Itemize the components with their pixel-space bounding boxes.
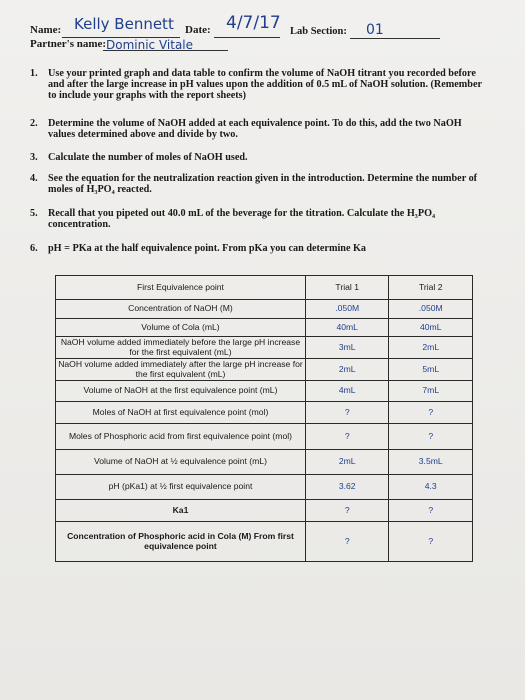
row-label: NaOH volume added immediately after the large pH increase for the first equivalent (mL): [56, 359, 306, 381]
table-row: [56, 522, 473, 562]
row-label: Volume of Cola (mL): [56, 319, 306, 337]
trial-2-value: 2mL: [389, 337, 473, 359]
trial-1-value: ?: [305, 522, 389, 562]
name-value: Kelly Bennett: [74, 15, 174, 33]
trial-1-value: 2mL: [305, 359, 389, 381]
instruction-3: [30, 152, 490, 163]
table-row: [56, 319, 473, 337]
instruction-4: [30, 173, 490, 195]
instruction-number: 6.: [30, 243, 38, 254]
trial-2-value: .050M: [389, 300, 473, 319]
instruction-6: [30, 243, 490, 254]
trial-2-value: ?: [389, 500, 473, 522]
lab-section-label: Lab Section:: [290, 26, 347, 37]
row-label: Volume of NaOH at ½ equivalence point (mL): [56, 450, 306, 475]
trial-1-value: ?: [305, 424, 389, 450]
instruction-text: Determine the volume of NaOH added at each equivalence point. To do this, add the two NaOH values determined above and divide by two.: [48, 118, 462, 140]
trial-2-value: ?: [389, 424, 473, 450]
table-row: [56, 359, 473, 381]
row-label: pH (pKa1) at ½ first equivalence point: [56, 475, 306, 500]
trial-1-value: 40mL: [305, 319, 389, 337]
table-row: [56, 337, 473, 359]
data-table: [55, 275, 473, 562]
instruction-2: [30, 118, 490, 140]
instruction-1: [30, 68, 490, 101]
partner-value: Dominic Vitale: [106, 38, 194, 52]
instruction-text: Use your printed graph and data table to confirm the volume of NaOH titrant you recorded before and after the large increase in pH values upon the addition of 0.5 mL of NaOH solution. (Remember to include your graphs with the report sheets): [48, 68, 482, 101]
row-label: Concentration of Phosphoric acid in Cola (M) From first equivalence point: [56, 522, 306, 562]
partner-label: Partner's name:: [30, 38, 107, 50]
instruction-text: Calculate the number of moles of NaOH used.: [48, 152, 248, 163]
table-header-row: [56, 276, 473, 300]
trial-1-value: 2mL: [305, 450, 389, 475]
row-label: Volume of NaOH at the first equivalence point (mL): [56, 381, 306, 402]
trial-2-value: 3.5mL: [389, 450, 473, 475]
date-label: Date:: [185, 24, 211, 36]
trial-1-value: ?: [305, 402, 389, 424]
date-underline: [214, 37, 280, 38]
instruction-text: Recall that you pipeted out 40.0 mL of the beverage for the titration. Calculate the H₃PO₄ concentration.: [48, 208, 436, 230]
name-label: Name:: [30, 24, 62, 36]
row-label: Ka1: [56, 500, 306, 522]
table-row: [56, 500, 473, 522]
instruction-number: 5.: [30, 208, 38, 219]
trial-1-value: .050M: [305, 300, 389, 319]
lab-section-value: 01: [366, 22, 384, 38]
trial-1-value: 4mL: [305, 381, 389, 402]
instruction-text: pH = PKa at the half equivalence point. From pKa you can determine Ka: [48, 243, 367, 254]
row-label: Moles of Phosphoric acid from first equivalence point (mol): [56, 424, 306, 450]
trial-2-value: 5mL: [389, 359, 473, 381]
instruction-number: 4.: [30, 173, 38, 184]
instruction-number: 2.: [30, 118, 38, 129]
instruction-text: See the equation for the neutralization reaction given in the introduction. Determine the number of moles of H₃PO₄ reacted.: [48, 173, 478, 195]
row-label: Moles of NaOH at first equivalence point (mol): [56, 402, 306, 424]
table-row: [56, 475, 473, 500]
trial-2-value: ?: [389, 522, 473, 562]
instruction-number: 1.: [30, 68, 38, 79]
trial-1-value: ?: [305, 500, 389, 522]
row-label: NaOH volume added immediately before the large pH increase for the first equivalent (mL): [56, 337, 306, 359]
instruction-5: [30, 208, 490, 230]
header-trial-2: Trial 2: [389, 276, 473, 300]
table-row: [56, 300, 473, 319]
table-row: [56, 381, 473, 402]
trial-2-value: ?: [389, 402, 473, 424]
trial-1-value: 3.62: [305, 475, 389, 500]
row-label: Concentration of NaOH (M): [56, 300, 306, 319]
trial-2-value: 4.3: [389, 475, 473, 500]
trial-1-value: 3mL: [305, 337, 389, 359]
trial-2-value: 40mL: [389, 319, 473, 337]
header-trial-1: Trial 1: [305, 276, 389, 300]
instruction-number: 3.: [30, 152, 38, 163]
trial-2-value: 7mL: [389, 381, 473, 402]
header-label: First Equivalence point: [56, 276, 306, 300]
table-row: [56, 402, 473, 424]
table-row: [56, 450, 473, 475]
date-value: 4/7/17: [226, 13, 281, 33]
section-underline: [350, 38, 440, 39]
table-row: [56, 424, 473, 450]
